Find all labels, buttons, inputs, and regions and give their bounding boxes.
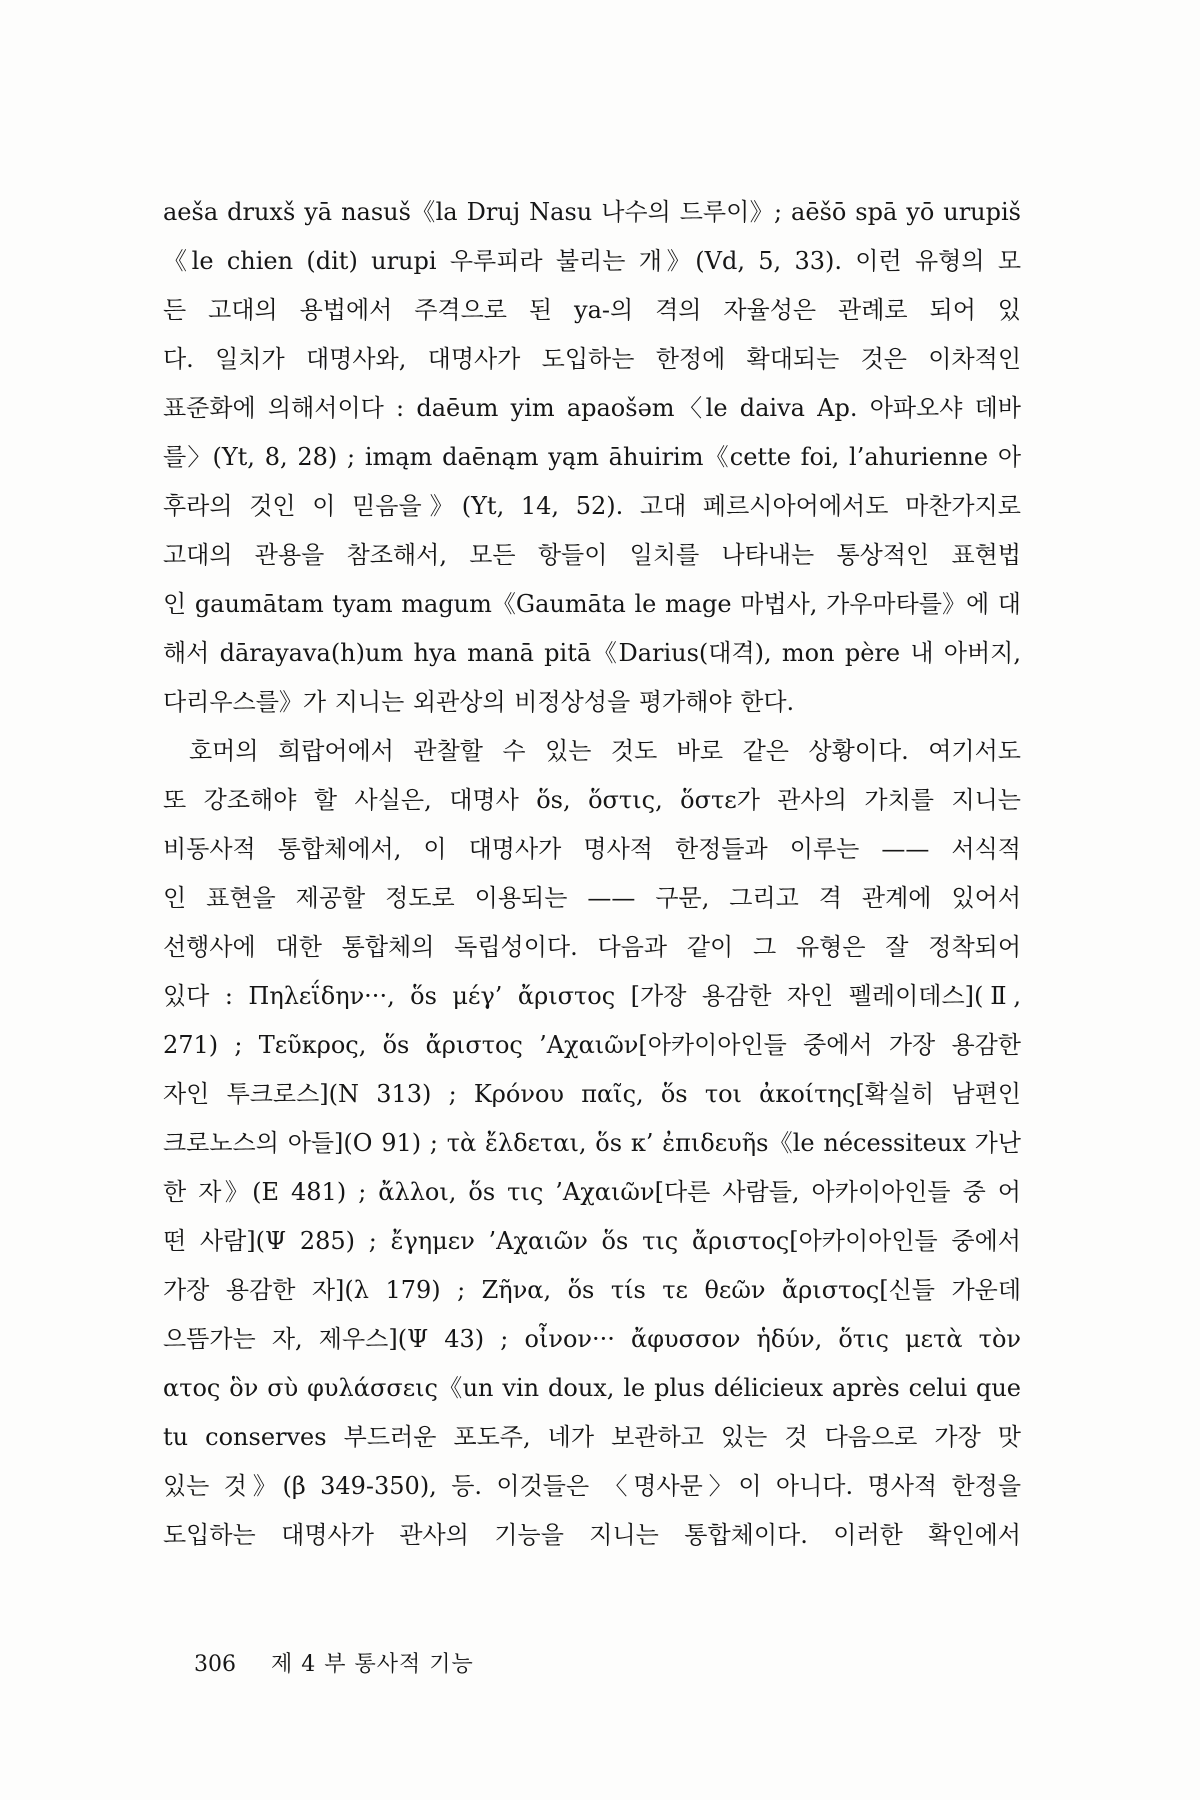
text-line: 떤 사람](Ψ 285) ; ἔγημεν ’Αχαιῶν ὅs τις ἄριστος[아카이아인들 중에서 (163, 1227, 1021, 1255)
text-line: 든 고대의 용법에서 주격으로 된 ya-의 격의 자율성은 관례로 되어 있 (163, 296, 1021, 324)
text-line: 도입하는 대명사가 관사의 기능을 지니는 통합체이다. 이러한 확인에서 (163, 1521, 1021, 1549)
text-line: 다. 일치가 대명사와, 대명사가 도입하는 한정에 확대되는 것은 이차적인 (163, 345, 1021, 373)
text-line: 후라의 것인 이 믿음을》(Yt, 14, 52). 고대 페르시아어에서도 마찬가지로 (163, 492, 1021, 520)
text-line: 있는 것》(β 349-350), 등. 이것들은 〈명사문〉이 아니다. 명사적 한정을 (163, 1472, 1021, 1500)
text-line: tu conserves 부드러운 포도주, 네가 보관하고 있는 것 다음으로 가장 맛 (163, 1423, 1021, 1451)
text-line: 인 gaumātam tyam magum《Gaumāta le mage 마법사, 가우마타를》에 대 (163, 590, 1021, 618)
text-line: ατος ὃν σὺ φυλάσσεις《un vin doux, le plus délicieux après celui que (163, 1374, 1021, 1402)
text-line: 《le chien (dit) urupi 우루피라 불리는 개》(Vd, 5, 33). 이런 유형의 모 (163, 247, 1021, 275)
text-line: 있다 : Πηλεΐδην···, ὅs μέγ’ ἄριστος [가장 용감한 자인 펠레이데스](Ⅱ, (163, 982, 1021, 1010)
text-line: 다리우스를》가 지니는 외관상의 비정상성을 평가해야 한다. (163, 688, 795, 716)
text-line: 또 강조해야 할 사실은, 대명사 ὅs, ὅστις, ὅστε가 관사의 가치를 지니는 (163, 786, 1021, 814)
text-line: 인 표현을 제공할 정도로 이용되는 —— 구문, 그리고 격 관계에 있어서 (163, 884, 1021, 912)
text-line: 고대의 관용을 참조해서, 모든 항들이 일치를 나타내는 통상적인 표현법 (163, 541, 1021, 569)
text-line: 가장 용감한 자](λ 179) ; Ζῆνα, ὅs τίs τε θεῶν ἄριστος[신들 가운데 (163, 1276, 1021, 1304)
text-line: 를〉(Yt, 8, 28) ; imąm daēnąm yąm āhuirim《cette foi, l’ahurienne 아 (163, 443, 1021, 471)
text-line: 자인 투크로스](N 313) ; Κρόνου παῖς, ὅs τοι ἀκοίτης[확실히 남편인 (163, 1080, 1021, 1108)
page-number: 306 (194, 1652, 236, 1677)
text-line: 크로노스의 아들](O 91) ; τὰ ἔλδεται, ὅs κ’ ἐπιδευῆs《le nécessiteux 가난 (163, 1129, 1021, 1157)
page-footer (194, 1645, 474, 1685)
text-line: 해서 dārayava(h)um hya manā pitā《Darius(대격), mon père 내 아버지, (163, 639, 1021, 667)
text-line: 으뜸가는 자, 제우스](Ψ 43) ; οἶνον··· ἄφυσσον ἡδύν, ὅτις μετὰ τὸν (163, 1325, 1021, 1353)
text-line: 선행사에 대한 통합체의 독립성이다. 다음과 같이 그 유형은 잘 정착되어 (163, 933, 1021, 961)
paragraph (163, 188, 1021, 727)
text-line: 한 자》(E 481) ; ἄλλοι, ὅs τις ’Αχαιῶν[다른 사람들, 아카이아인들 중 어 (163, 1178, 1021, 1206)
text-line: 비동사적 통합체에서, 이 대명사가 명사적 한정들과 이루는 —— 서식적 (163, 835, 1021, 863)
text-line: 271) ; Τεῦκρος, ὅs ἄριστος ’Αχαιῶν[아카이아인들 중에서 가장 용감한 (163, 1031, 1021, 1059)
paragraph (163, 727, 1021, 1560)
text-line: 호머의 희랍어에서 관찰할 수 있는 것도 바로 같은 상황이다. 여기서도 (189, 737, 1021, 765)
text-line: aeša druxš yā nasuš《la Druj Nasu 나수의 드루이》; aēšō spā yō urupiš (163, 198, 1021, 226)
running-footer-title: 제 4 부 통사적 기능 (271, 1652, 474, 1677)
text-line: 표준화에 의해서이다 : daēum yim apaošəm〈le daiva Ap. 아파오샤 데바 (163, 394, 1021, 422)
body-text (163, 188, 1021, 1560)
